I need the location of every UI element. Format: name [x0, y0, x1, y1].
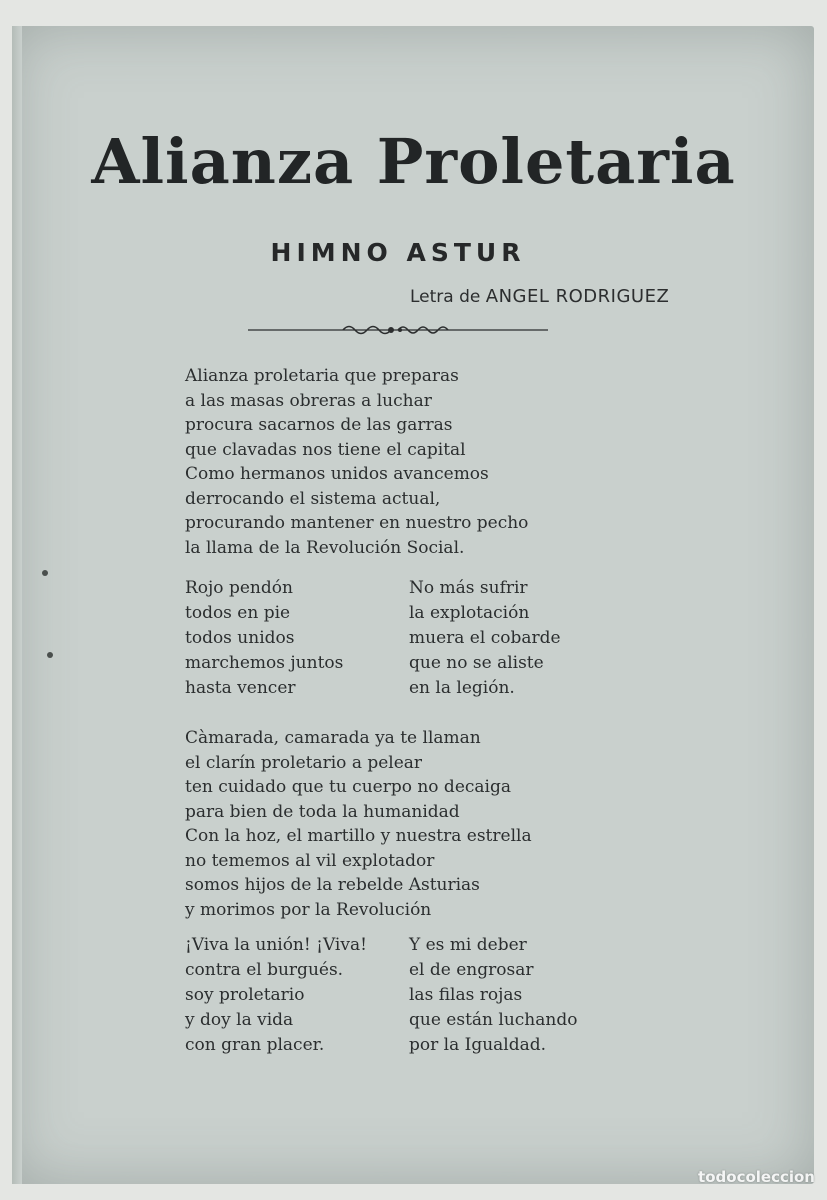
- verse-line: que no se aliste: [409, 653, 544, 673]
- stanza-2: [185, 726, 532, 922]
- verse-line: la explotación: [409, 603, 530, 623]
- stanza-1: [185, 364, 528, 560]
- verse-line: Càmarada, camarada ya te llaman: [185, 728, 481, 748]
- chorus-2-right: [409, 933, 577, 1058]
- watermark: todocoleccion: [698, 1168, 815, 1186]
- verse-line: Con la hoz, el martillo y nuestra estrella: [185, 826, 532, 846]
- document-title: Alianza Proletaria: [91, 125, 736, 198]
- verse-line: a las masas obreras a luchar: [185, 390, 432, 411]
- author-line: [410, 286, 669, 307]
- punch-hole: [47, 652, 53, 658]
- verse-line: ten cuidado que tu cuerpo no decaiga: [185, 777, 511, 797]
- verse-line: ¡Viva la unión! ¡Viva!: [185, 935, 367, 955]
- verse-line: y morimos por la Revolución: [185, 899, 432, 920]
- verse-line: hasta vencer: [185, 678, 296, 698]
- verse-line: Y es mi deber: [409, 935, 527, 955]
- chorus-1-right: [409, 576, 561, 701]
- verse-line: Alianza proletaria que preparas: [185, 366, 459, 386]
- author-prefix: Letra de: [410, 287, 481, 307]
- verse-line: para bien de toda la humanidad: [185, 801, 460, 822]
- verse-line: Como hermanos unidos avancemos: [185, 464, 489, 484]
- verse-line: todos unidos: [185, 628, 295, 648]
- verse-line: soy proletario: [185, 985, 305, 1005]
- document-subtitle: HIMNO ASTUR: [270, 238, 526, 267]
- verse-line: con gran placer.: [185, 1035, 325, 1055]
- paper-edge: [12, 26, 22, 1184]
- verse-line: y doy la vida: [185, 1010, 294, 1030]
- author-name: ANGEL RODRIGUEZ: [485, 286, 670, 307]
- chorus-2-left: [185, 933, 367, 1058]
- verse-line: el de engrosar: [409, 960, 534, 980]
- verse-line: Rojo pendón: [185, 578, 293, 598]
- verse-line: que clavadas nos tiene el capital: [185, 439, 466, 460]
- chorus-1-left: [185, 576, 343, 701]
- punch-hole: [42, 570, 48, 576]
- verse-line: procura sacarnos de las garras: [185, 415, 453, 435]
- verse-line: en la legión.: [409, 678, 515, 698]
- verse-line: derrocando el sistema actual,: [185, 488, 441, 509]
- verse-line: que están luchando: [409, 1010, 578, 1030]
- verse-line: la llama de la Revolución Social.: [185, 537, 465, 558]
- verse-line: No más sufrir: [409, 578, 528, 598]
- verse-line: procurando mantener en nuestro pecho: [185, 513, 529, 533]
- verse-line: contra el burgués.: [185, 960, 344, 980]
- verse-line: marchemos juntos: [185, 653, 344, 673]
- verse-line: no tememos al vil explotador: [185, 850, 435, 871]
- verse-line: las filas rojas: [409, 985, 523, 1005]
- verse-line: muera el cobarde: [409, 628, 561, 648]
- verse-line: por la Igualdad.: [409, 1035, 547, 1055]
- verse-line: somos hijos de la rebelde Asturias: [185, 875, 480, 895]
- verse-line: el clarín proletario a pelear: [185, 752, 423, 773]
- ornament-divider-icon: [248, 322, 548, 338]
- verse-line: todos en pie: [185, 603, 291, 623]
